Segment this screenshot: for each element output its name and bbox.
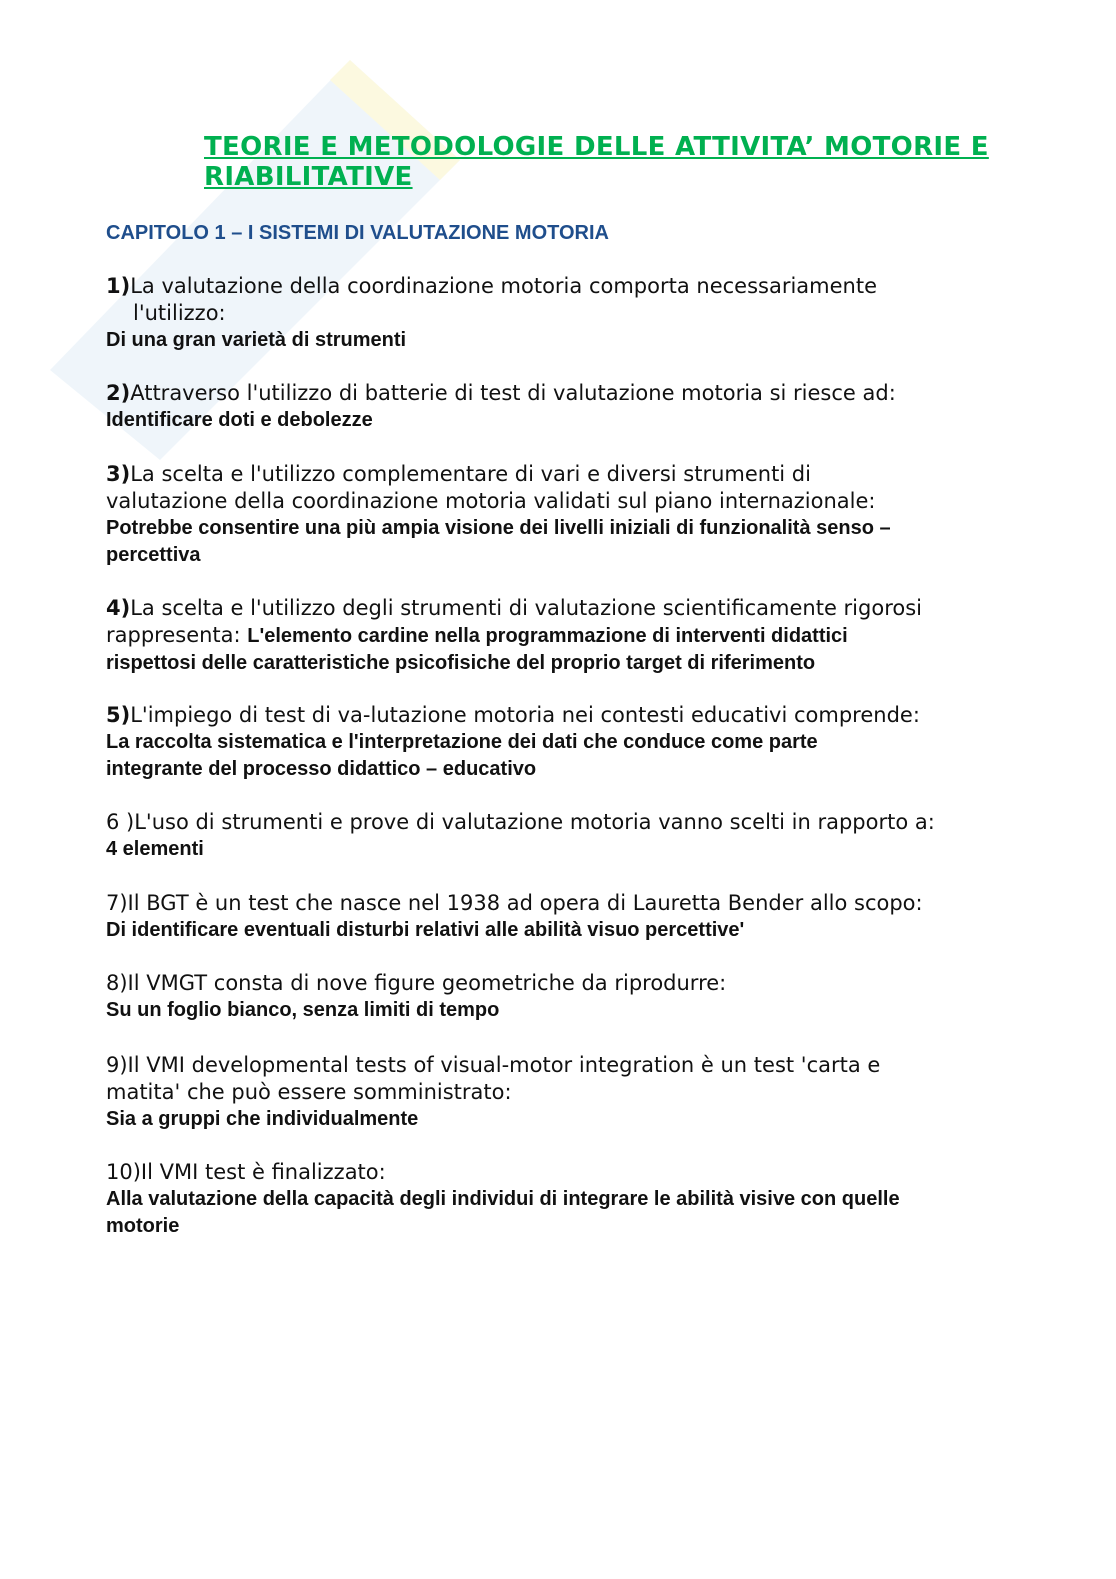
question-number: 5): [106, 703, 131, 727]
answer-text: Su un foglio bianco, senza limiti di tempo: [106, 999, 500, 1021]
question-text: La scelta e l'utilizzo degli strumenti di valutazione scientificamente rigorosi: [130, 596, 922, 620]
question-block-6: [106, 809, 1006, 863]
answer-text: 4 elementi: [106, 838, 204, 860]
question-text-cont: matita' che può essere somministrato:: [106, 1080, 512, 1104]
answer-text: Di identificare eventuali disturbi relativi alle abilità visuo percettive': [106, 919, 745, 941]
question-number: 1): [106, 274, 131, 298]
answer-text-cont: motorie: [106, 1215, 180, 1237]
question-text-cont: rappresenta:: [106, 623, 248, 647]
question-text-cont: valutazione della coordinazione motoria validati sul piano internazionale:: [106, 489, 876, 513]
question-text: 9)Il VMI developmental tests of visual-motor integration è un test 'carta e: [106, 1053, 881, 1077]
question-block-8: [106, 970, 1006, 1024]
question-block-4: [106, 595, 1006, 677]
question-number: 4): [106, 596, 131, 620]
answer-text: Sia a gruppi che individualmente: [106, 1108, 419, 1130]
question-text: Attraverso l'utilizzo di batterie di test di valutazione motoria si riesce ad:: [130, 381, 896, 405]
question-block-2: [106, 380, 1006, 434]
question-number: 2): [106, 381, 131, 405]
question-text-cont: l'utilizzo:: [133, 301, 226, 325]
question-text: 8)Il VMGT consta di nove figure geometriche da riprodurre:: [106, 971, 727, 995]
answer-text: L'elemento cardine nella programmazione di interventi didattici: [247, 625, 848, 647]
question-text: L'impiego di test di va-lutazione motoria nei contesti educativi comprende:: [130, 703, 920, 727]
document-title: TEORIE E METODOLOGIE DELLE ATTIVITA’ MOTORIE E RIABILITATIVE: [204, 132, 989, 192]
answer-text: Di una gran varietà di strumenti: [106, 329, 407, 351]
answer-text-cont: percettiva: [106, 544, 201, 566]
question-text: La valutazione della coordinazione motoria comporta necessariamente: [130, 274, 878, 298]
question-block-10: [106, 1159, 1006, 1240]
answer-text: La raccolta sistematica e l'interpretazione dei dati che conduce come parte: [106, 731, 818, 753]
question-block-7: [106, 890, 1006, 944]
question-text: 7)Il BGT è un test che nasce nel 1938 ad opera di Lauretta Bender allo scopo:: [106, 891, 923, 915]
question-block-3: [106, 461, 1006, 569]
answer-text: Potrebbe consentire una più ampia visione dei livelli iniziali di funzionalità senso –: [106, 517, 891, 539]
question-text: 10)Il VMI test è finalizzato:: [106, 1160, 386, 1184]
question-block-9: [106, 1052, 1006, 1133]
answer-text: Alla valutazione della capacità degli individui di integrare le abilità visive con quelle: [106, 1188, 900, 1210]
question-block-1: [106, 273, 1006, 354]
answer-text: Identificare doti e debolezze: [106, 409, 373, 431]
question-text: La scelta e l'utilizzo complementare di vari e diversi strumenti di: [130, 462, 811, 486]
chapter-heading: CAPITOLO 1 – I SISTEMI DI VALUTAZIONE MOTORIA: [106, 222, 609, 244]
question-block-5: [106, 702, 1006, 783]
answer-text-cont: rispettosi delle caratteristiche psicofisiche del proprio target di riferimento: [106, 652, 816, 674]
answer-text-cont: integrante del processo didattico – educativo: [106, 758, 537, 780]
question-number: 3): [106, 462, 131, 486]
question-text: 6 )L'uso di strumenti e prove di valutazione motoria vanno scelti in rapporto a:: [106, 810, 935, 834]
